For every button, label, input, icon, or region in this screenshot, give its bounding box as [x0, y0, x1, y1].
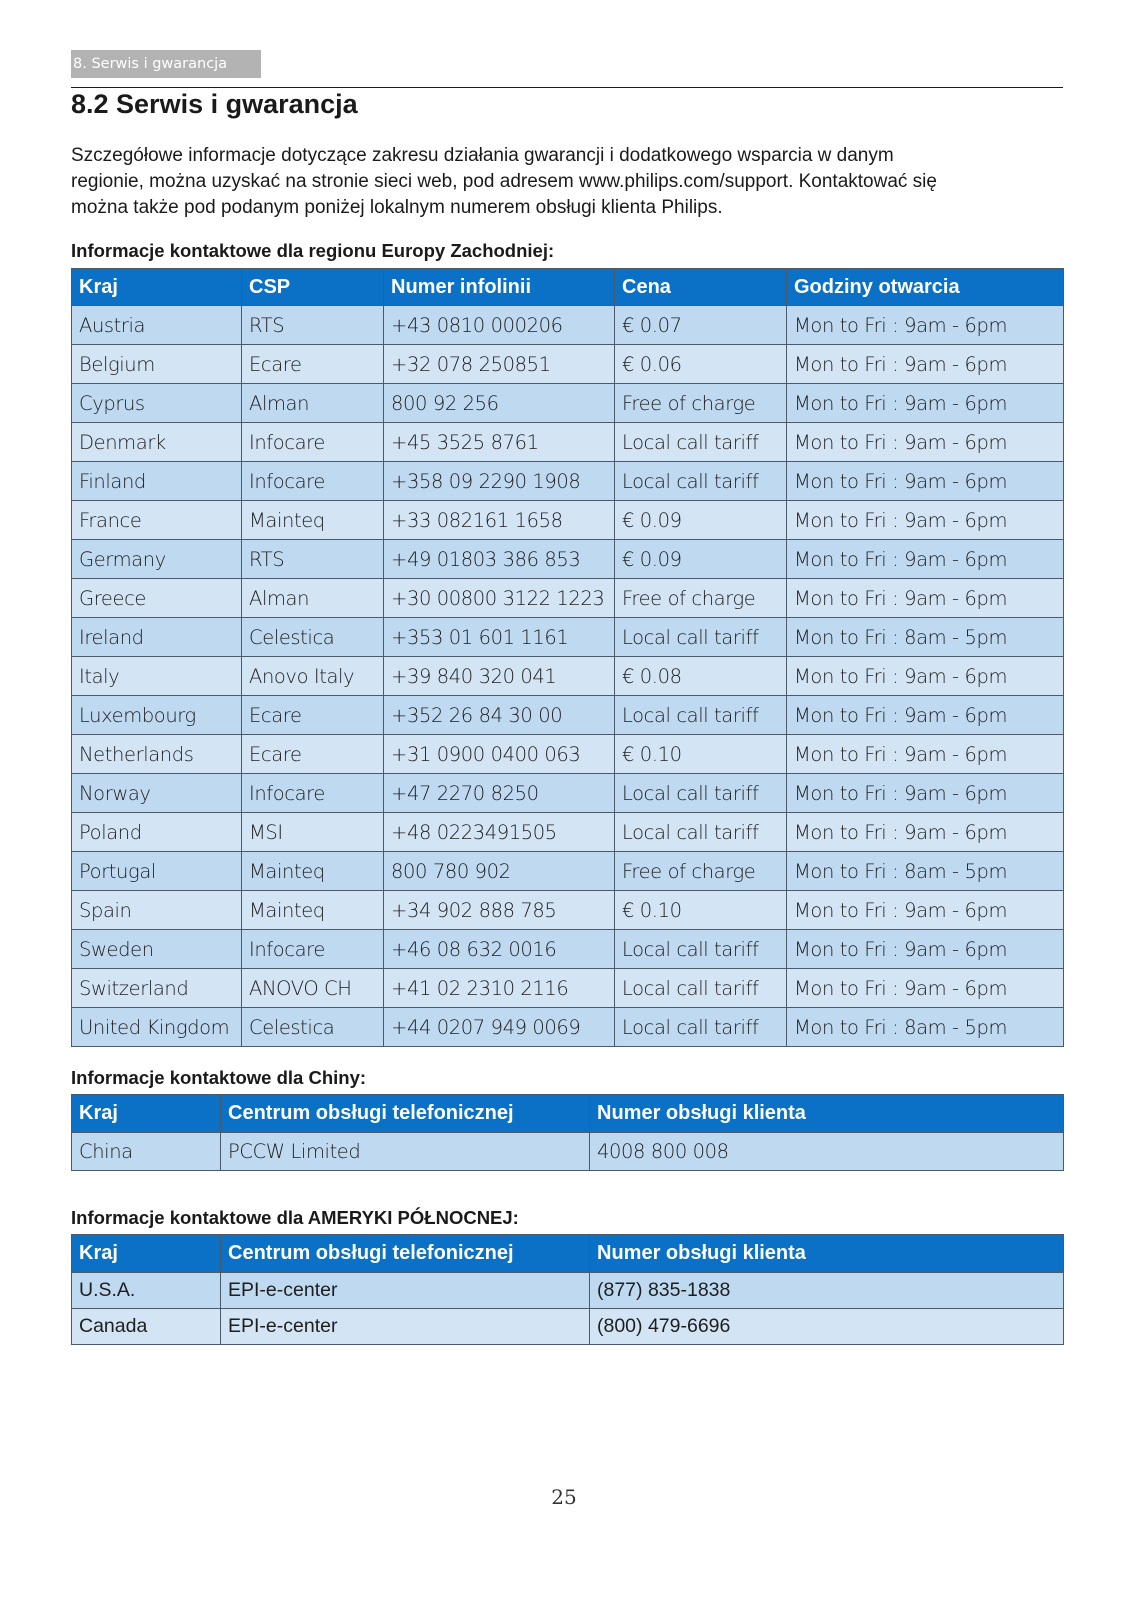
table-cell: (877) 835-1838 [590, 1273, 1064, 1309]
table-cell: +30 00800 3122 1223 [384, 579, 615, 618]
table-cell: Belgium [72, 345, 242, 384]
table-cell: Finland [72, 462, 242, 501]
column-header: Godziny otwarcia [787, 269, 1064, 306]
table-row [72, 930, 1064, 969]
table-cell: Mon to Fri : 8am - 5pm [787, 1008, 1064, 1047]
table-cell: Local call tariff [615, 1008, 787, 1047]
table-cell: +41 02 2310 2116 [384, 969, 615, 1008]
table-cell: Local call tariff [615, 774, 787, 813]
table-cell: 4008 800 008 [590, 1133, 1064, 1171]
north-america-contact-table [71, 1234, 1064, 1345]
table-cell: Mon to Fri : 9am - 6pm [787, 930, 1064, 969]
table-cell: Greece [72, 579, 242, 618]
table-cell: Mon to Fri : 9am - 6pm [787, 969, 1064, 1008]
table-row [72, 384, 1064, 423]
table-cell: Norway [72, 774, 242, 813]
table-cell: Spain [72, 891, 242, 930]
column-header: Centrum obsługi telefonicznej [221, 1235, 590, 1273]
column-header: Numer obsługi klienta [590, 1235, 1064, 1273]
table-row [72, 1273, 1064, 1309]
table-cell: Mainteq [242, 891, 384, 930]
table-cell: Infocare [242, 462, 384, 501]
table-cell: +48 0223491505 [384, 813, 615, 852]
table-row [72, 1008, 1064, 1047]
table-cell: France [72, 501, 242, 540]
table-cell: Local call tariff [615, 930, 787, 969]
table-row [72, 696, 1064, 735]
table-cell: Mon to Fri : 9am - 6pm [787, 657, 1064, 696]
table-row [72, 540, 1064, 579]
table-cell: Infocare [242, 930, 384, 969]
table-cell: Mon to Fri : 9am - 6pm [787, 384, 1064, 423]
table-row [72, 1309, 1064, 1345]
table-row [72, 774, 1064, 813]
page-number: 25 [551, 1485, 577, 1509]
europe-heading: Informacje kontaktowe dla regionu Europy Zachodniej: [71, 240, 555, 261]
table-cell: Denmark [72, 423, 242, 462]
table-cell: Celestica [242, 1008, 384, 1047]
table-cell: € 0.10 [615, 735, 787, 774]
table-cell: Local call tariff [615, 423, 787, 462]
table-cell: EPI-e-center [221, 1273, 590, 1309]
table-cell: Luxembourg [72, 696, 242, 735]
table-row [72, 501, 1064, 540]
china-heading: Informacje kontaktowe dla Chiny: [71, 1067, 367, 1088]
table-cell: RTS [242, 540, 384, 579]
table-cell: Mainteq [242, 852, 384, 891]
table-cell: +45 3525 8761 [384, 423, 615, 462]
table-cell: EPI-e-center [221, 1309, 590, 1345]
table-row [72, 462, 1064, 501]
table-cell: Austria [72, 306, 242, 345]
table-header-row [72, 1095, 1064, 1133]
table-cell: € 0.08 [615, 657, 787, 696]
intro-line: można także pod podanym poniżej lokalnym numerem obsługi klienta Philips. [71, 197, 723, 218]
table-cell: 800 92 256 [384, 384, 615, 423]
table-cell: Netherlands [72, 735, 242, 774]
table-cell: € 0.06 [615, 345, 787, 384]
table-cell: +39 840 320 041 [384, 657, 615, 696]
table-cell: United Kingdom [72, 1008, 242, 1047]
table-cell: Alman [242, 579, 384, 618]
table-cell: +43 0810 000206 [384, 306, 615, 345]
china-contact-table [71, 1094, 1064, 1171]
table-cell: Ecare [242, 735, 384, 774]
section-title: 8.2 Serwis i gwarancja [71, 89, 358, 119]
table-cell: +46 08 632 0016 [384, 930, 615, 969]
europe-contact-table [71, 268, 1064, 1047]
column-header: Kraj [72, 269, 242, 306]
table-cell: Mon to Fri : 9am - 6pm [787, 813, 1064, 852]
table-cell: Local call tariff [615, 618, 787, 657]
table-cell: Switzerland [72, 969, 242, 1008]
table-cell: +44 0207 949 0069 [384, 1008, 615, 1047]
table-cell: China [72, 1133, 221, 1171]
table-cell: Local call tariff [615, 813, 787, 852]
table-cell: Mon to Fri : 9am - 6pm [787, 345, 1064, 384]
table-cell: € 0.10 [615, 891, 787, 930]
table-cell: Free of charge [615, 384, 787, 423]
table-cell: Mon to Fri : 9am - 6pm [787, 696, 1064, 735]
table-cell: +34 902 888 785 [384, 891, 615, 930]
table-cell: Canada [72, 1309, 221, 1345]
north-america-heading: Informacje kontaktowe dla AMERYKI PÓŁNOCNEJ: [71, 1207, 519, 1228]
column-header: Numer infolinii [384, 269, 615, 306]
table-cell: Local call tariff [615, 696, 787, 735]
table-cell: +49 01803 386 853 [384, 540, 615, 579]
table-cell: Mainteq [242, 501, 384, 540]
table-header-row [72, 1235, 1064, 1273]
table-cell: Celestica [242, 618, 384, 657]
column-header: Centrum obsługi telefonicznej [221, 1095, 590, 1133]
table-cell: Portugal [72, 852, 242, 891]
table-cell: U.S.A. [72, 1273, 221, 1309]
table-cell: Mon to Fri : 9am - 6pm [787, 306, 1064, 345]
table-row [72, 1133, 1064, 1171]
table-cell: (800) 479-6696 [590, 1309, 1064, 1345]
intro-paragraph [71, 143, 1071, 221]
intro-line: regionie, można uzyskać na stronie sieci web, pod adresem www.philips.com/support. Kontaktować się [71, 171, 937, 192]
table-row [72, 306, 1064, 345]
column-header: Numer obsługi klienta [590, 1095, 1064, 1133]
column-header: Kraj [72, 1095, 221, 1133]
intro-line: Szczegółowe informacje dotyczące zakresu działania gwarancji i dodatkowego wsparcia w danym [71, 145, 894, 166]
table-row [72, 618, 1064, 657]
table-cell: Free of charge [615, 579, 787, 618]
table-cell: Mon to Fri : 9am - 6pm [787, 423, 1064, 462]
chapter-tab: 8. Serwis i gwarancja [71, 50, 261, 78]
table-cell: Free of charge [615, 852, 787, 891]
table-cell: Cyprus [72, 384, 242, 423]
table-cell: € 0.09 [615, 501, 787, 540]
table-cell: Local call tariff [615, 969, 787, 1008]
table-row [72, 969, 1064, 1008]
table-cell: 800 780 902 [384, 852, 615, 891]
table-cell: Italy [72, 657, 242, 696]
table-cell: Mon to Fri : 9am - 6pm [787, 774, 1064, 813]
table-cell: RTS [242, 306, 384, 345]
table-cell: Mon to Fri : 9am - 6pm [787, 891, 1064, 930]
table-cell: Mon to Fri : 9am - 6pm [787, 579, 1064, 618]
table-cell: Poland [72, 813, 242, 852]
table-cell: +31 0900 0400 063 [384, 735, 615, 774]
table-cell: Mon to Fri : 8am - 5pm [787, 852, 1064, 891]
column-header: CSP [242, 269, 384, 306]
table-cell: € 0.09 [615, 540, 787, 579]
table-row [72, 852, 1064, 891]
table-cell: Mon to Fri : 9am - 6pm [787, 540, 1064, 579]
table-cell: PCCW Limited [221, 1133, 590, 1171]
table-cell: +353 01 601 1161 [384, 618, 615, 657]
table-cell: € 0.07 [615, 306, 787, 345]
table-row [72, 657, 1064, 696]
table-cell: Alman [242, 384, 384, 423]
table-cell: Ecare [242, 696, 384, 735]
column-header: Kraj [72, 1235, 221, 1273]
table-cell: Ireland [72, 618, 242, 657]
header-divider [71, 87, 1063, 88]
table-row [72, 579, 1064, 618]
table-cell: +47 2270 8250 [384, 774, 615, 813]
table-cell: Mon to Fri : 9am - 6pm [787, 462, 1064, 501]
table-cell: MSI [242, 813, 384, 852]
table-row [72, 891, 1064, 930]
table-row [72, 345, 1064, 384]
table-cell: Mon to Fri : 9am - 6pm [787, 735, 1064, 774]
table-cell: +358 09 2290 1908 [384, 462, 615, 501]
table-cell: Sweden [72, 930, 242, 969]
table-row [72, 423, 1064, 462]
table-row [72, 735, 1064, 774]
column-header: Cena [615, 269, 787, 306]
table-cell: Ecare [242, 345, 384, 384]
table-cell: Local call tariff [615, 462, 787, 501]
table-cell: Mon to Fri : 8am - 5pm [787, 618, 1064, 657]
table-cell: Anovo Italy [242, 657, 384, 696]
table-cell: +32 078 250851 [384, 345, 615, 384]
table-cell: Infocare [242, 774, 384, 813]
table-cell: Infocare [242, 423, 384, 462]
table-cell: +33 082161 1658 [384, 501, 615, 540]
table-header-row [72, 269, 1064, 306]
table-cell: ANOVO CH [242, 969, 384, 1008]
table-cell: Germany [72, 540, 242, 579]
table-row [72, 813, 1064, 852]
table-cell: +352 26 84 30 00 [384, 696, 615, 735]
table-cell: Mon to Fri : 9am - 6pm [787, 501, 1064, 540]
